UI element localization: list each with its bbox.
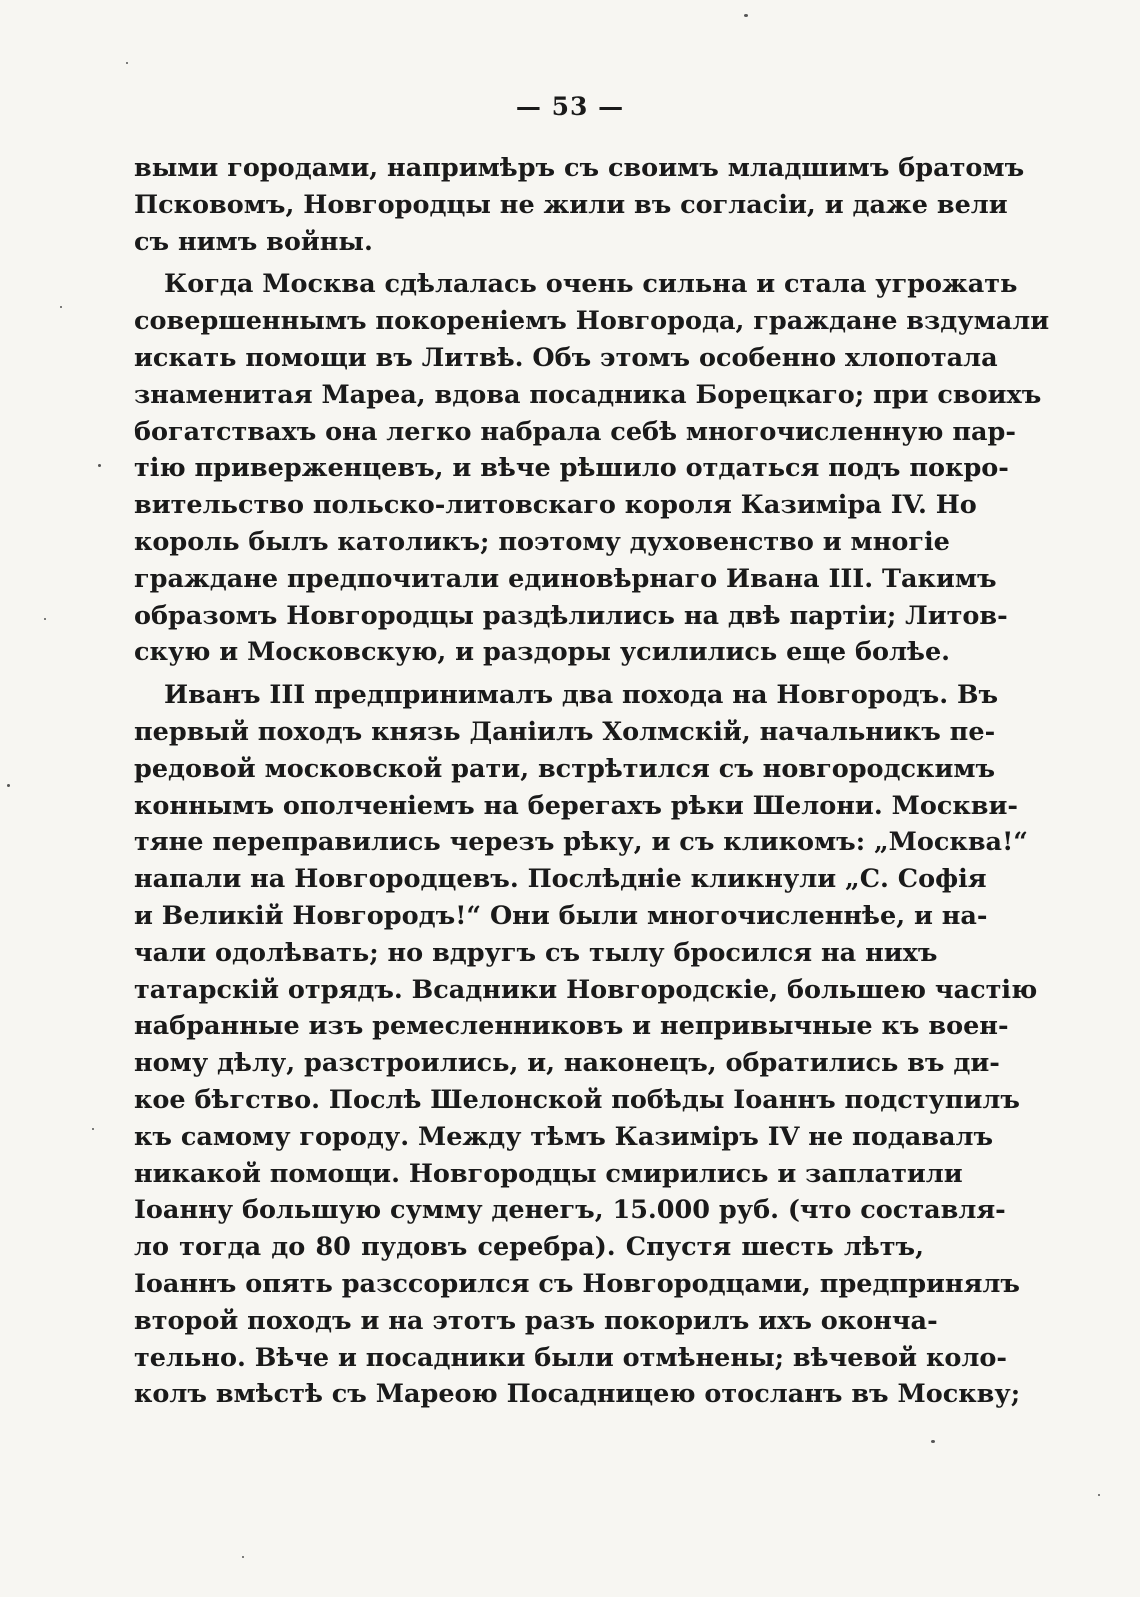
text-line: Іоанну большую сумму денегъ, 15.000 руб. (что составля-	[134, 1195, 1006, 1226]
page-number: — 53 —	[515, 92, 625, 121]
scan-speck	[931, 1440, 935, 1443]
text-line: тяне переправились черезъ рѣку, и съ кликомъ: „Москва!“	[134, 827, 1028, 858]
scan-speck	[744, 14, 748, 17]
paragraph-start-line: Когда Москва сдѣлалась очень сильна и стала угрожать	[164, 269, 1018, 300]
text-line: кое бѣгство. Послѣ Шелонской побѣды Іоаннъ подступилъ	[134, 1084, 1020, 1115]
text-line: редовой московской рати, встрѣтился съ новгородскимъ	[134, 753, 996, 784]
scan-speck	[44, 618, 46, 620]
text-line: совершеннымъ покореніемъ Новгорода, граждане вздумали	[134, 306, 1050, 337]
text-line: богатствахъ она легко набрала себѣ многочисленную пар-	[134, 416, 1016, 447]
scan-speck	[7, 784, 10, 787]
text-line: ному дѣлу, разстроились, и, наконецъ, обратились въ ди-	[134, 1048, 1000, 1079]
text-line: тельно. Вѣче и посадники были отмѣнены; вѣчевой коло-	[134, 1342, 1007, 1373]
text-line: король былъ католикъ; поэтому духовенство и многіе	[134, 526, 950, 557]
scan-speck	[126, 62, 128, 64]
text-line: первый походъ князь Даніилъ Холмскій, начальникъ пе-	[134, 716, 996, 747]
text-line: образомъ Новгородцы раздѣлились на двѣ партіи; Литов-	[134, 600, 1008, 631]
scan-speck	[60, 306, 62, 308]
text-line: выми городами, напримѣръ съ своимъ младшимъ братомъ	[134, 153, 1025, 183]
text-line: ло тогда до 80 пудовъ серебра). Спустя шесть лѣтъ,	[134, 1232, 924, 1263]
text-line: вительство польско-литовскаго короля Казиміра IV. Но	[134, 490, 977, 521]
text-line: Іоаннъ опять разссорился съ Новгородцами, предпринялъ	[134, 1268, 1020, 1299]
text-line: знаменитая Мареа, вдова посадника Борецкаго; при своихъ	[134, 379, 1042, 410]
paragraph-start-line: Иванъ III предпринималъ два похода на Новгородъ. Въ	[164, 680, 999, 711]
text-line: съ нимъ войны.	[134, 226, 373, 257]
scan-speck	[98, 464, 101, 467]
text-line: скую и Московскую, и раздоры усилились еще болѣе.	[134, 637, 951, 668]
body-text	[134, 150, 1050, 1413]
text-line: и Великій Новгородъ!“ Они были многочисленнѣе, и на-	[134, 900, 988, 931]
text-line: искать помощи въ Литвѣ. Объ этомъ особенно хлопотала	[134, 342, 998, 373]
text-line: напали на Новгородцевъ. Послѣдніе кликнули „С. Софія	[134, 864, 987, 895]
scan-speck	[92, 1128, 94, 1130]
text-line: коннымъ ополченіемъ на берегахъ рѣки Шелони. Москви-	[134, 790, 1018, 821]
text-line: тію приверженцевъ, и вѣче рѣшило отдаться подъ покро-	[134, 453, 1009, 484]
text-line: граждане предпочитали единовѣрнаго Ивана III. Такимъ	[134, 563, 997, 594]
text-line: набранные изъ ремесленниковъ и непривычные къ воен-	[134, 1011, 1009, 1042]
scan-speck	[1098, 1494, 1100, 1496]
scan-speck	[242, 1556, 244, 1558]
text-line: никакой помощи. Новгородцы смирились и заплатили	[134, 1158, 963, 1189]
text-line: чали одолѣвать; но вдругъ съ тылу бросился на нихъ	[134, 937, 938, 968]
text-line: къ самому городу. Между тѣмъ Казиміръ IV не подавалъ	[134, 1121, 994, 1152]
text-line: второй походъ и на этотъ разъ покорилъ ихъ оконча-	[134, 1305, 938, 1336]
text-line: Псковомъ, Новгородцы не жили въ согласіи, и даже вели	[134, 189, 1008, 220]
text-line: колъ вмѣстѣ съ Мареою Посадницею отосланъ въ Москву;	[134, 1379, 1021, 1410]
text-line: татарскій отрядъ. Всадники Новгородскіе, большею частію	[134, 974, 1038, 1005]
